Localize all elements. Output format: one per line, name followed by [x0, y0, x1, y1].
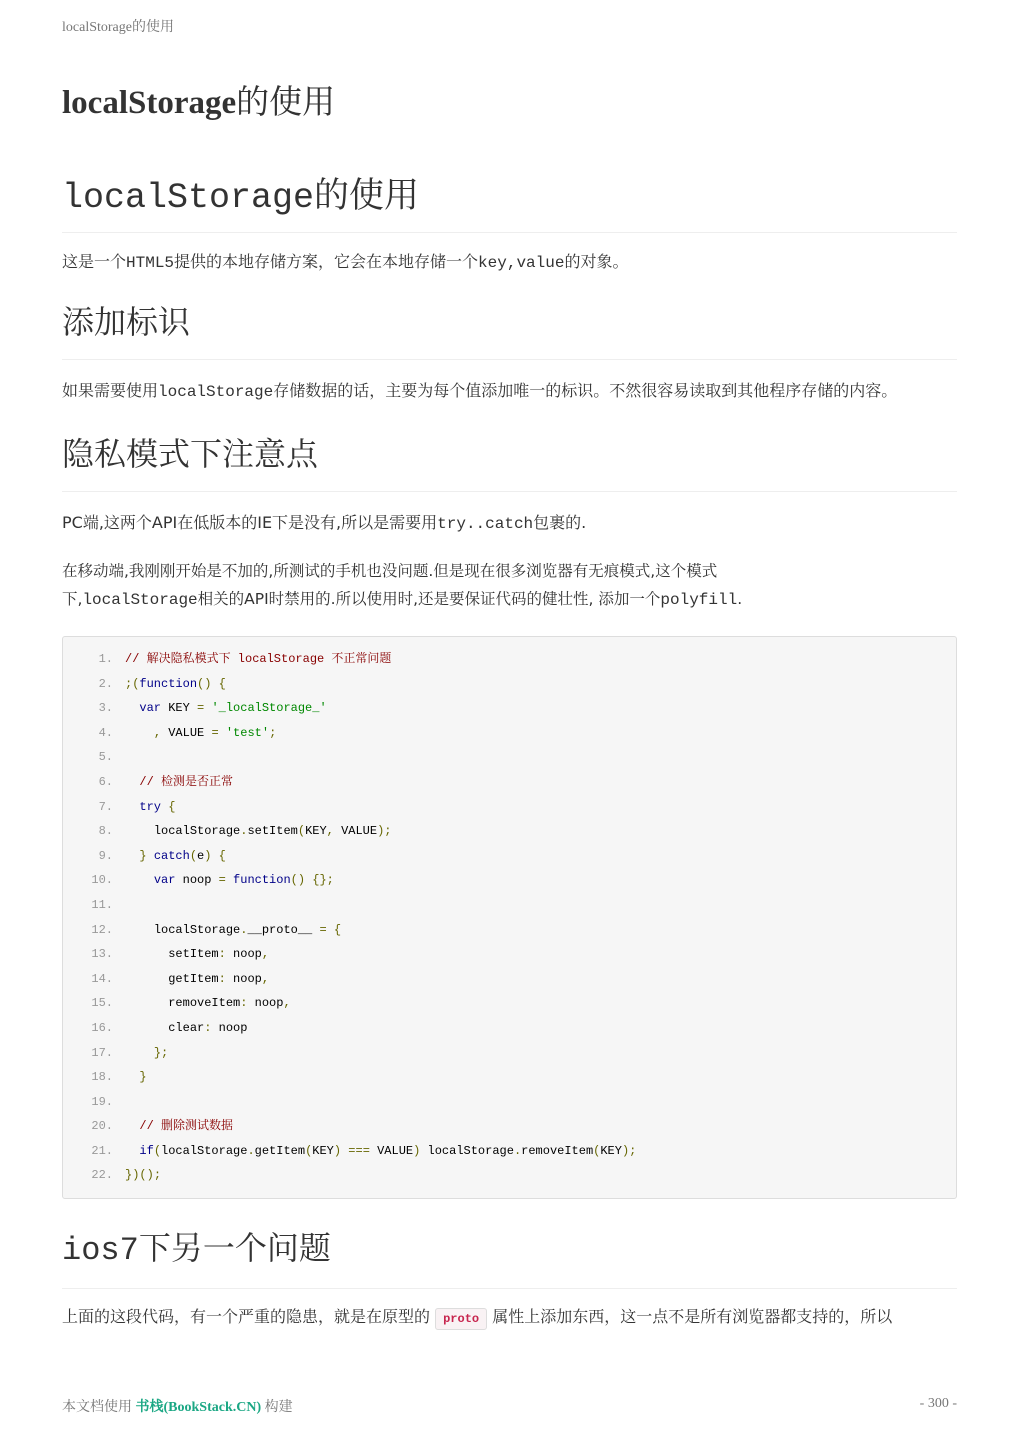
line-number: 18. — [91, 1070, 113, 1085]
document-title-cjk: 的使用 — [236, 85, 336, 121]
line-number: 16. — [91, 1020, 113, 1035]
section-heading-localstorage — [62, 164, 957, 233]
code-line — [63, 1139, 956, 1164]
text: 属性上添加东西，这一点不是所有浏览器都支持的，所以 — [492, 1307, 893, 1327]
line-text: var KEY = '_localStorage_' — [139, 701, 327, 716]
paragraph-intro — [62, 248, 957, 277]
code-lines — [63, 647, 956, 1188]
line-text: } catch(e) { — [139, 848, 226, 863]
code-line — [63, 721, 956, 746]
code-line — [63, 967, 956, 992]
line-number: 13. — [91, 947, 113, 962]
footer-brand-link[interactable]: 书栈(BookStack.CN) — [135, 1400, 262, 1415]
running-header: localStorage的使用 — [62, 20, 174, 35]
article-content — [62, 160, 957, 1333]
line-text: if(localStorage.getItem(KEY) === VALUE) localStorage.removeItem(KEY); — [139, 1143, 637, 1158]
inline-code-localstorage: localStorage — [82, 591, 198, 609]
line-number: 9. — [98, 848, 113, 863]
heading-code-text: localStorage — [62, 178, 315, 218]
heading-text: 下另一个问题 — [138, 1229, 331, 1268]
code-line — [63, 770, 956, 795]
line-number: 7. — [98, 799, 113, 814]
document-title — [62, 76, 335, 123]
text: 包裹的. — [533, 513, 587, 532]
text: 下, — [62, 590, 83, 608]
line-text: try { — [139, 799, 176, 814]
paragraph-ios7 — [62, 1303, 957, 1333]
code-line — [63, 1114, 956, 1139]
line-number: 2. — [98, 676, 113, 691]
text: 在移动端,我刚刚开始是不加的,所测试的手机也没问题.但是现在很多浏览器有无痕模式,这个模式 — [62, 562, 718, 580]
line-number: 4. — [98, 725, 113, 740]
code-line — [63, 745, 956, 770]
code-line — [63, 1090, 956, 1115]
heading-text: 的使用 — [314, 176, 420, 216]
inline-code-try-catch: try..catch — [437, 515, 534, 533]
line-text: localStorage.__proto__ = { — [153, 922, 342, 937]
text: PC端,这两个API在低版本的IE下是没有,所以是需要用 — [62, 513, 438, 532]
line-text: // 解决隐私模式下 localStorage 不正常问题 — [125, 652, 392, 666]
page-number: - 300 - — [919, 1396, 957, 1411]
line-text: clear: noop — [168, 1020, 248, 1035]
paragraph-mobile — [62, 557, 957, 614]
text: 提供的本地存储方案，它会在本地存储一个 — [174, 252, 479, 271]
line-number: 10. — [91, 873, 113, 888]
section-heading-private-mode: 隐私模式下注意点 — [62, 425, 957, 492]
text: 这是一个 — [62, 252, 127, 271]
line-text: // 检测是否正常 — [139, 774, 234, 789]
inline-code-key-value: key,value — [478, 254, 565, 272]
inline-code-polyfill: polyfill — [660, 591, 738, 609]
line-text: // 删除测试数据 — [139, 1119, 234, 1134]
text: 存储数据的话，主要为每个值添加唯一的标识。不然很容易读取到其他程序存储的内容。 — [273, 381, 898, 400]
page-footer — [62, 1396, 957, 1416]
code-line — [63, 918, 956, 943]
line-number: 14. — [91, 971, 113, 986]
code-line — [63, 1065, 956, 1090]
line-number: 3. — [98, 701, 113, 716]
line-text: ;(function() { — [125, 676, 226, 691]
footer-suffix: 构建 — [261, 1400, 293, 1415]
line-text: var noop = function() {}; — [153, 873, 334, 888]
line-number: 17. — [91, 1045, 113, 1060]
line-number: 1. — [98, 652, 113, 666]
code-line — [63, 1041, 956, 1066]
line-number: 19. — [91, 1094, 113, 1109]
code-line — [63, 795, 956, 820]
code-line — [63, 991, 956, 1016]
heading-code-text: ios7 — [62, 1232, 139, 1270]
line-number: 22. — [91, 1168, 113, 1183]
line-number: 11. — [91, 897, 113, 912]
line-text: localStorage.setItem(KEY, VALUE); — [153, 824, 392, 839]
line-number: 20. — [91, 1119, 113, 1134]
text: 的对象。 — [564, 252, 629, 271]
section-heading-add-identifier: 添加标识 — [62, 293, 957, 360]
line-text: })(); — [125, 1168, 162, 1183]
line-text: }; — [153, 1045, 169, 1060]
code-line — [63, 942, 956, 967]
code-line — [63, 1163, 956, 1188]
line-number: 15. — [91, 996, 113, 1011]
line-text: } — [139, 1070, 147, 1085]
document-title-latin: localStorage — [62, 85, 237, 121]
inline-code-localstorage: localStorage — [158, 383, 274, 401]
inline-code-html5: HTML5 — [126, 254, 175, 272]
text: 上面的这段代码，有一个严重的隐患，就是在原型的 — [62, 1307, 431, 1327]
paragraph-identifier — [62, 377, 957, 406]
line-text: getItem: noop, — [168, 971, 270, 986]
text: 相关的API时禁用的.所以使用时,还是要保证代码的健壮性, 添加一个 — [197, 590, 661, 608]
text: . — [737, 590, 743, 608]
code-block — [62, 636, 957, 1199]
code-line — [63, 844, 956, 869]
line-number: 6. — [98, 774, 113, 789]
line-number: 8. — [98, 824, 113, 839]
section-heading-ios7 — [62, 1219, 957, 1289]
footer-prefix: 本文档使用 — [62, 1400, 136, 1415]
inline-code-proto: proto — [435, 1308, 487, 1330]
line-number: 12. — [91, 922, 113, 937]
code-line — [63, 672, 956, 697]
code-line — [63, 647, 956, 672]
paragraph-pc — [62, 509, 957, 538]
code-line — [63, 696, 956, 721]
code-line — [63, 868, 956, 893]
code-line — [63, 1016, 956, 1041]
line-text: , VALUE = 'test'; — [153, 725, 277, 740]
line-number: 5. — [98, 750, 113, 765]
code-line — [63, 819, 956, 844]
line-text: removeItem: noop, — [168, 996, 291, 1011]
text: 如果需要使用 — [62, 381, 159, 400]
code-line — [63, 893, 956, 918]
line-number: 21. — [91, 1143, 113, 1158]
line-text: setItem: noop, — [168, 947, 270, 962]
